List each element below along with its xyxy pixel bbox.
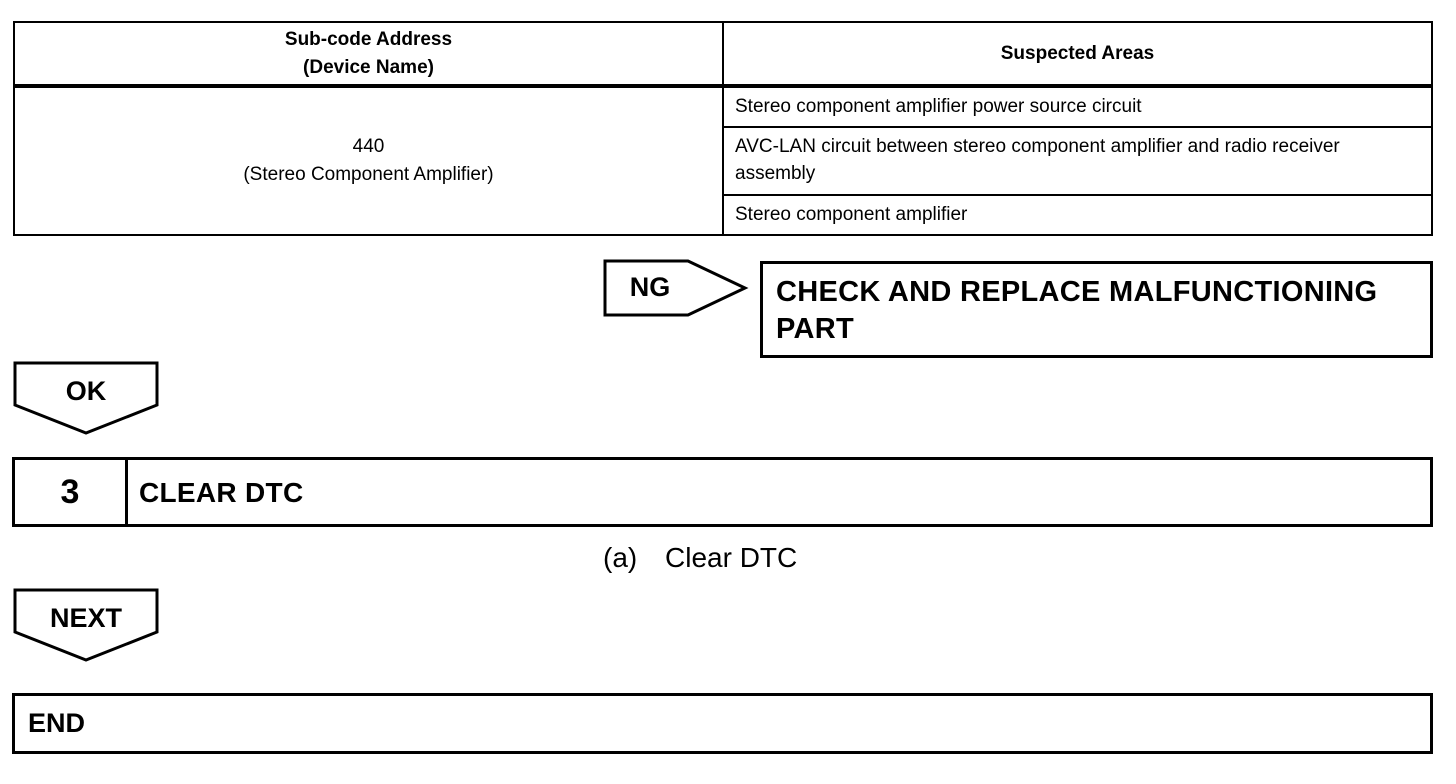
step-number: 3 <box>15 460 128 524</box>
step-box <box>12 457 1433 527</box>
next-label: NEXT <box>49 603 122 633</box>
sub-step-marker: (a) <box>603 542 638 573</box>
ng-label: NG <box>629 272 671 302</box>
device-code: 440 <box>352 136 385 157</box>
step-title: CLEAR DTC <box>139 477 304 508</box>
sub-step-text: Clear DTC <box>665 542 798 573</box>
header-subcode-line2: (Device Name) <box>303 56 434 78</box>
suspected-area-2: AVC-LAN circuit between stereo component amplifier and radio receiver assembly <box>723 127 1432 195</box>
ok-label: OK <box>65 376 107 406</box>
header-subcode-line1: Sub-code Address <box>284 28 453 50</box>
ng-result-box: CHECK AND REPLACE MALFUNCTIONING PART <box>760 261 1433 358</box>
device-name: (Stereo Component Amplifier) <box>243 164 494 185</box>
header-suspected-areas: Suspected Areas <box>723 22 1432 86</box>
sub-step <box>603 540 797 576</box>
suspected-area-1: Stereo component amplifier power source circuit <box>723 86 1432 127</box>
end-box: END <box>12 693 1433 754</box>
suspected-area-3: Stereo component amplifier <box>723 195 1432 235</box>
